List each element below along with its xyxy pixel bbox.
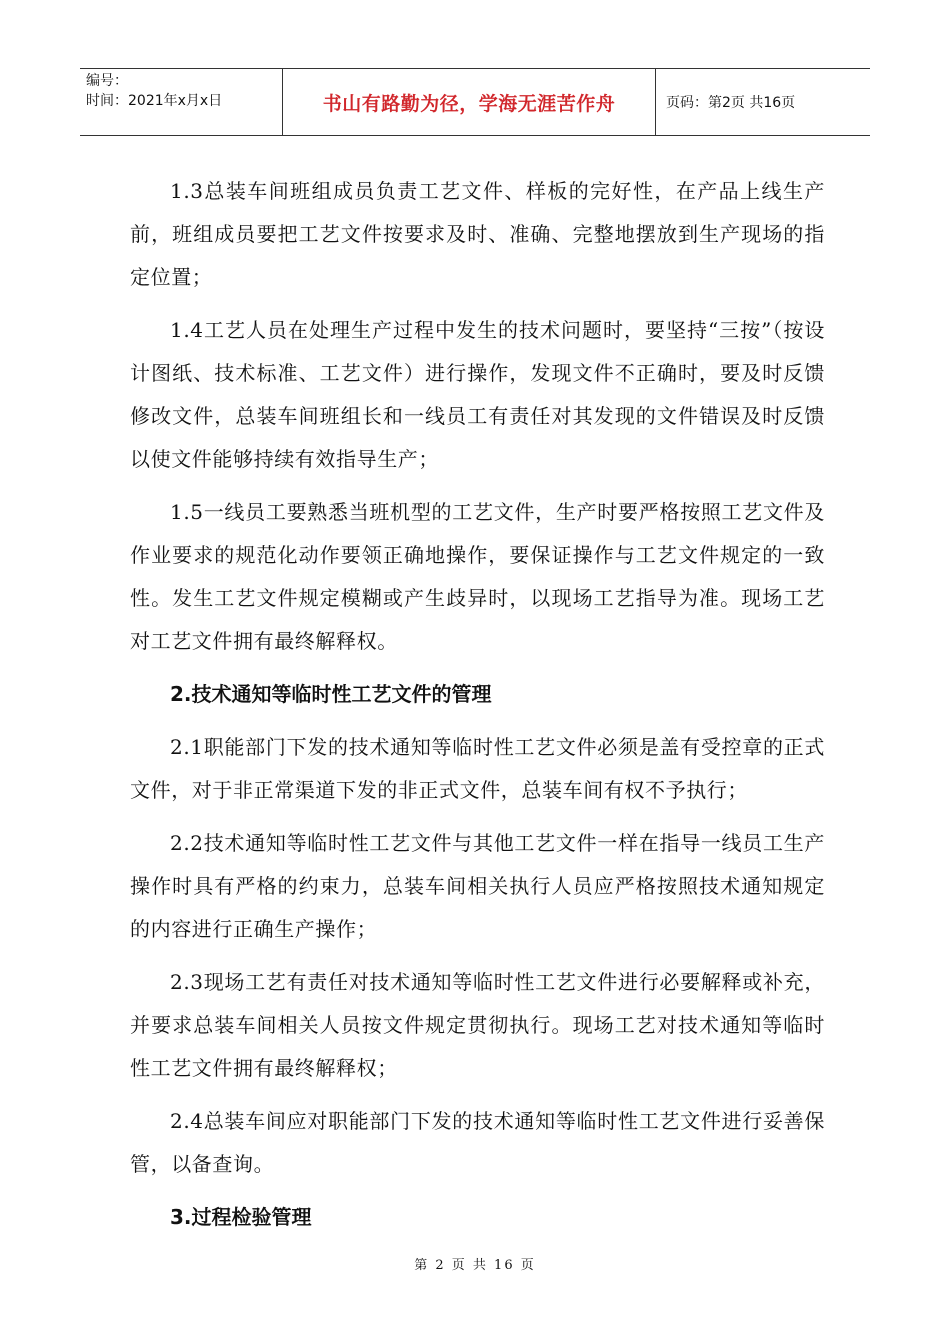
number-label: 编号： [86,73,128,89]
paragraph-2-4: 2.4总装车间应对职能部门下发的技术通知等临时性工艺文件进行妥善保管，以备查询。 [130,1109,825,1176]
paragraph-2-3: 2.3现场工艺有责任对技术通知等临时性工艺文件进行必要解释或补充，并要求总装车间相关人员按文件规定贯彻执行。现场工艺对技术通知等临时性工艺文件拥有最终解释权； [130,970,825,1080]
header-page-info: 页码：第2页 共16页 [666,95,796,111]
document-body [130,170,825,1249]
paragraph-2-2: 2.2技术通知等临时性工艺文件与其他工艺文件一样在指导一线员工生产操作时具有严格的约束力，总装车间相关执行人员应严格按照技术通知规定的内容进行正确生产操作； [130,831,825,941]
header-motto: 书山有路勤为径，学海无涯苦作舟 [283,69,656,135]
header-meta [80,69,283,135]
page-header [80,68,870,136]
paragraph-1-3: 1.3总装车间班组成员负责工艺文件、样板的完好性，在产品上线生产前，班组成员要把工艺文件按要求及时、准确、完整地摆放到生产现场的指定位置； [130,179,825,289]
time-label: 时间：2021年x月x日 [86,93,223,109]
paragraph-2-1: 2.1职能部门下发的技术通知等临时性工艺文件必须是盖有受控章的正式文件，对于非正常渠道下发的非正式文件，总装车间有权不予执行； [130,735,825,802]
paragraph-1-4: 1.4工艺人员在处理生产过程中发生的技术问题时，要坚持“三按”（按设计图纸、技术标准、工艺文件）进行操作，发现文件不正确时，要及时反馈修改文件，总装车间班组长和一线员工有责任对其发现的文件错误及时反馈以使文件能够持续有效指导生产； [130,318,825,471]
section-heading-2: 2.技术通知等临时性工艺文件的管理 [170,682,492,706]
section-heading-3: 3.过程检验管理 [170,1205,312,1229]
page-footer: 第 2 页 共 16 页 [414,1258,536,1273]
paragraph-1-5: 1.5一线员工要熟悉当班机型的工艺文件，生产时要严格按照工艺文件及作业要求的规范化动作要领正确地操作，要保证操作与工艺文件规定的一致性。发生工艺文件规定模糊或产生歧异时，以现场工艺指导为准。现场工艺对工艺文件拥有最终解释权。 [130,500,825,653]
